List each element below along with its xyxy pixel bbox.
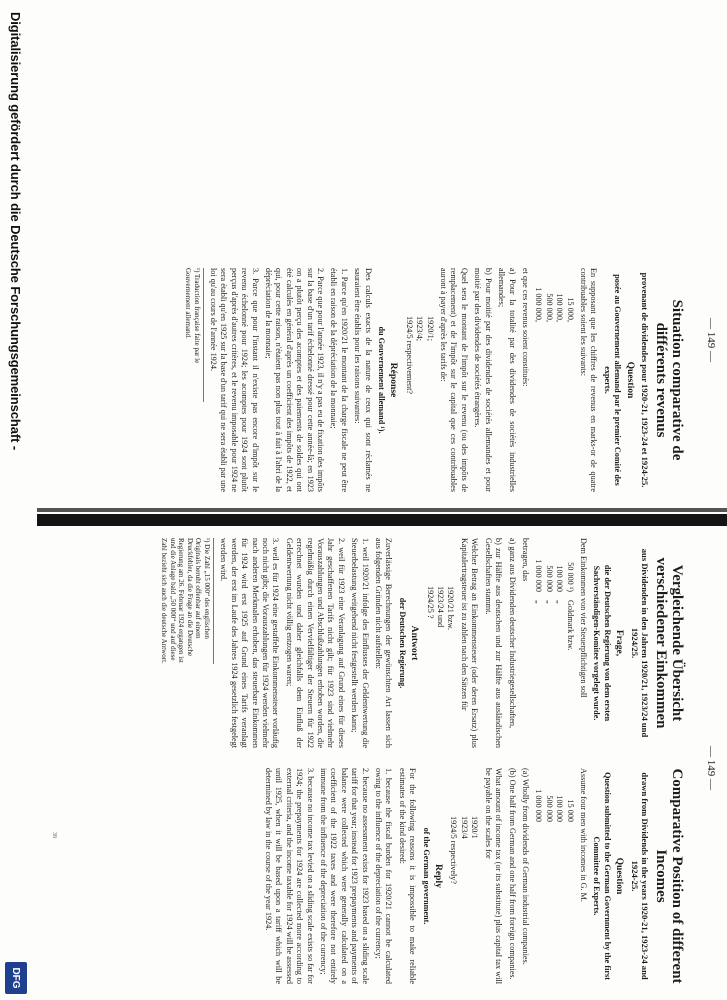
german-question-ask: Welcher Betrag an Einkommensteuer (oder deren Ersatz) plus Kapitalertragsteuer ist zu zahlen nach den Sätzen für	[459, 538, 480, 748]
page-fold-shadow	[37, 508, 727, 512]
english-question-b: (b) One half from German and one half from foreign companies.	[507, 768, 517, 980]
year-item: 1923/4;	[415, 316, 425, 342]
french-answer-sub: du Gouvernement allemand ¹).	[377, 326, 387, 434]
german-subtitle: aus Dividenden in den Jahren 1920/21, 1923/24 und 1924/25.	[629, 548, 650, 738]
book-spine	[37, 514, 727, 526]
page-number: — 149 —	[705, 746, 717, 790]
german-answer-sub: der Deutschen Regierung.	[397, 597, 407, 689]
english-answer-sub: of the German government.	[421, 827, 431, 925]
french-answer-3: 3. Parce que pour l'instant il n'existe pas encore d'impôt sur le revenu échelonné pour 1924; les acomptes pour 1924 sont plutôt perçus d'après d'autres critères, et le revenu imposable pour 1924 ne sera établi qu'en 1925 sur la base d'un tarif qui ne sera établi par une loi qu'au cours de l'année 1924.	[208, 268, 260, 492]
german-question-intro: Dem Einkommen von vier Steuerpflichtigen soll	[578, 538, 588, 698]
french-question-cont: et que ces revenus soient constitués:	[520, 268, 530, 387]
english-question-heading: Question	[614, 857, 626, 895]
figure-value: 100 000,	[555, 293, 565, 322]
figure-value: 100 000	[555, 565, 565, 592]
figure-value: 50 000 ¹)	[565, 562, 575, 592]
french-question-a: a) Pour la totalité par des dividendes de sociétés industrielles allemandes;	[497, 268, 517, 492]
year-item: 1920/1;	[425, 316, 435, 342]
year-item: 1920/21 bzw.	[446, 586, 456, 631]
german-years	[424, 586, 455, 748]
english-years	[448, 816, 479, 984]
french-question-intro: En supposant que les chiffres de revenus en marks-or de quatre contribuables soient les suivants:	[578, 268, 599, 492]
french-column	[183, 268, 685, 492]
english-answer-1: 1. because the fiscal burden for 1920/21 cannot be calculated owing to the influence of the depreciation of the currency;	[374, 768, 394, 984]
german-question-heading: Frage,	[614, 629, 626, 657]
year-item: 1923/4	[459, 816, 469, 839]
french-answer-intro: Des calculs exacts de la nature de ceux qui sont réclamés ne sauraient être établis pour les raisons suivantes:	[353, 268, 373, 492]
year-item: 1924/25 ?	[425, 586, 435, 619]
dfg-logo: DFG	[5, 962, 27, 994]
english-column	[260, 768, 685, 984]
german-answer-intro: Zuverlässige Berechnungen der gewünschten Art lassen sich aus folgenden Gründen nicht aufstellen:	[374, 538, 394, 748]
french-subtitle: provenant de dividendes pour 1920-21, 1923-24 et 1924-25.	[640, 272, 650, 488]
year-item: 1924/5 respectivement?	[404, 316, 414, 394]
french-answer-heading: Réponse	[388, 362, 400, 398]
english-question-intro: Assume four men with incomes in G. M.	[578, 768, 588, 902]
french-title: Situation comparative de différents revenus	[653, 299, 685, 461]
page-number: — 149 —	[705, 318, 717, 362]
german-question-a: a) ganz aus Dividenden deutscher Industriegesellschaften,	[507, 538, 517, 729]
french-years	[403, 316, 434, 492]
figure-value: 500 000	[544, 565, 554, 592]
french-figures	[533, 268, 575, 492]
french-question-sub: posée au Gouvernement allemand par le premier Comité des experts.	[602, 274, 623, 486]
edge-mark: 38	[51, 832, 57, 838]
german-question-b: b) zur Hälfte aus deutschen und zur Hälfte aus ausländischen Gesellschaften stammt.	[483, 538, 504, 748]
year-item: 1920/1	[470, 816, 480, 839]
german-answer-heading: Antwort	[409, 625, 421, 661]
german-column	[159, 538, 685, 748]
english-answer-heading: Reply	[433, 864, 445, 888]
figure-unit: „	[555, 600, 565, 604]
german-footnote: ¹) Die Zahl „15 000“ des englischen Originals beruht offenbar auf einem Druckfehler, da die Frage an die Deutsche Regierung am 26. Februar 1924 ergangen ist und die Anlage bald „50 000“ und auf diese Zahl bezieht sich auch die deutsche Antwort.	[159, 538, 214, 664]
english-answer-3: 3. because no income tax levied on a sliding scale exists so far for 1924; the prepayments for 1924 are collected more according to external criteria, and the income taxable for 1924 will be assessed until 1925, when it will be based upon a tariff which will be determined by law in the course of the year 1924.	[264, 768, 315, 984]
right-page	[37, 532, 727, 1000]
french-question-ask: Quel sera le montant de l'impôt sur le revenu (ou des impôts de remplacement) et de l'impôt sur le capital que ces contribuables auront à payer d'après les tarifs de:	[439, 268, 469, 492]
german-title: Vergleichende Übersicht verschiedener Einkommen	[653, 557, 685, 729]
year-item: 1923/24 und	[436, 586, 446, 628]
french-footnote: ¹) Traduction française faite par le Gouvernement allemand.	[183, 268, 203, 402]
french-question-heading: Question	[624, 361, 636, 399]
german-question-cont: betragen, das	[520, 538, 530, 582]
english-answer-2: 2. because no assessment exists for 1923 based on a sliding scale tariff for that year; instead for 1923 prepayments and payments of balance were collected which were generally calculated on a coefficient of the 1922 taxes and were therefore not entirely immune from the influence of the depreciation of the currency;	[319, 768, 370, 984]
left-page	[37, 0, 727, 508]
english-subtitle: drawn from Dividends in the years 1920-21, 1923-24 and 1924-25.	[629, 772, 650, 980]
figure-unit: „	[544, 600, 554, 604]
english-question-sub: Question submitted to the German Government by the first Committee of Experts.	[592, 772, 612, 980]
figure-value: 1 000 000	[534, 559, 544, 592]
figure-value: 15 000,	[565, 297, 575, 322]
english-question-a: (a) Wholly from dividends of German industrial companies.	[520, 768, 530, 965]
figure-value: 1 000 000,	[534, 287, 544, 322]
german-answer-3: 3. weil es für 1924 eine gestaffelte Einkommensteuer vorläufig noch nicht gibt; die Vorauszahlungen für 1924 werden vielmehr nach anderen Merkmalen erhoben, das steuerbare Einkommen für 1924 wird erst 1925 auf Grund eines Tarifs veranlagt werden, der erst im Laufe des Jahres 1924 gesetzlich festgelegt werden wird.	[219, 538, 281, 748]
german-answer-2: 2. weil für 1923 eine Veranlagung auf Grund eines für dieses Jahr geschaffenen Tarifs nicht gilt; für 1923 sind vielmehr Vorauszahlungen und Abschlußzahlungen erhoben worden, die regelmäßig durch einen Vervielfältiger der Steuern für 1922 errechnet wurden und daher gleichfalls dem Einfluß der Geldentwertung nicht völlig entzogen waren;	[284, 538, 346, 748]
figure-value: 500 000	[544, 795, 554, 822]
english-answer-intro: For the following reasons it is impossible to make reliable estimates of the kind desired:	[397, 768, 418, 984]
figure-value: 100 000	[555, 795, 565, 822]
english-title: Comparative Position of different Incomes	[653, 768, 685, 984]
german-answer-1: 1. weil 1920/21 infolge des Einflusses der Geldentwertung die Steuerbelastung weitgehend nicht festgestellt werden kann;	[350, 538, 370, 748]
english-question-ask: What amount of income tax (or its substitute) plus capital tax will be payable on the scales for	[483, 768, 504, 984]
figure-value: 500 000,	[544, 293, 554, 322]
digitization-credit: Digitalisierung gefördert durch die Deutsche Forschungsgemeinschaft -	[8, 12, 23, 451]
figure-unit: Goldmark bzw.	[565, 600, 575, 651]
french-answer-2: 2. Parce que pour l'année 1923, il n'y a pas eu de fixation des impôts sur la base d'un tarif échelonné dressé pour cette année-là; en 1923 on a plutôt perçu des acomptes et des paiements de soldes qui ont été calculés en général d'après un coefficient des impôts de 1922, et qui, pour cette raison, n'étaient pas non plus tout à fait à l'abri de la dépréciation de la monnaie;	[264, 268, 326, 492]
figure-value: 1 000 000	[534, 789, 544, 822]
french-answer-1: 1. Parce qu'en 1920/21 le montant de la charge fiscale ne peut être établi en raison de la dépréciation de la monnaie;	[329, 268, 349, 492]
german-question-sub: die der Deutschen Regierung von dem ersten Sachverständigen-Komitee vorgelegt wurde.	[592, 564, 612, 722]
year-item: 1924/5 respectively?	[449, 816, 459, 884]
figure-unit: „	[534, 600, 544, 604]
german-figures	[533, 538, 575, 748]
french-question-b: b) Pour moitié par des dividendes de sociétés allemandes et pour moitié par des dividendes de sociétés étrangères.	[473, 268, 493, 492]
figure-value: 15 000	[565, 799, 575, 822]
english-figures	[533, 768, 575, 984]
